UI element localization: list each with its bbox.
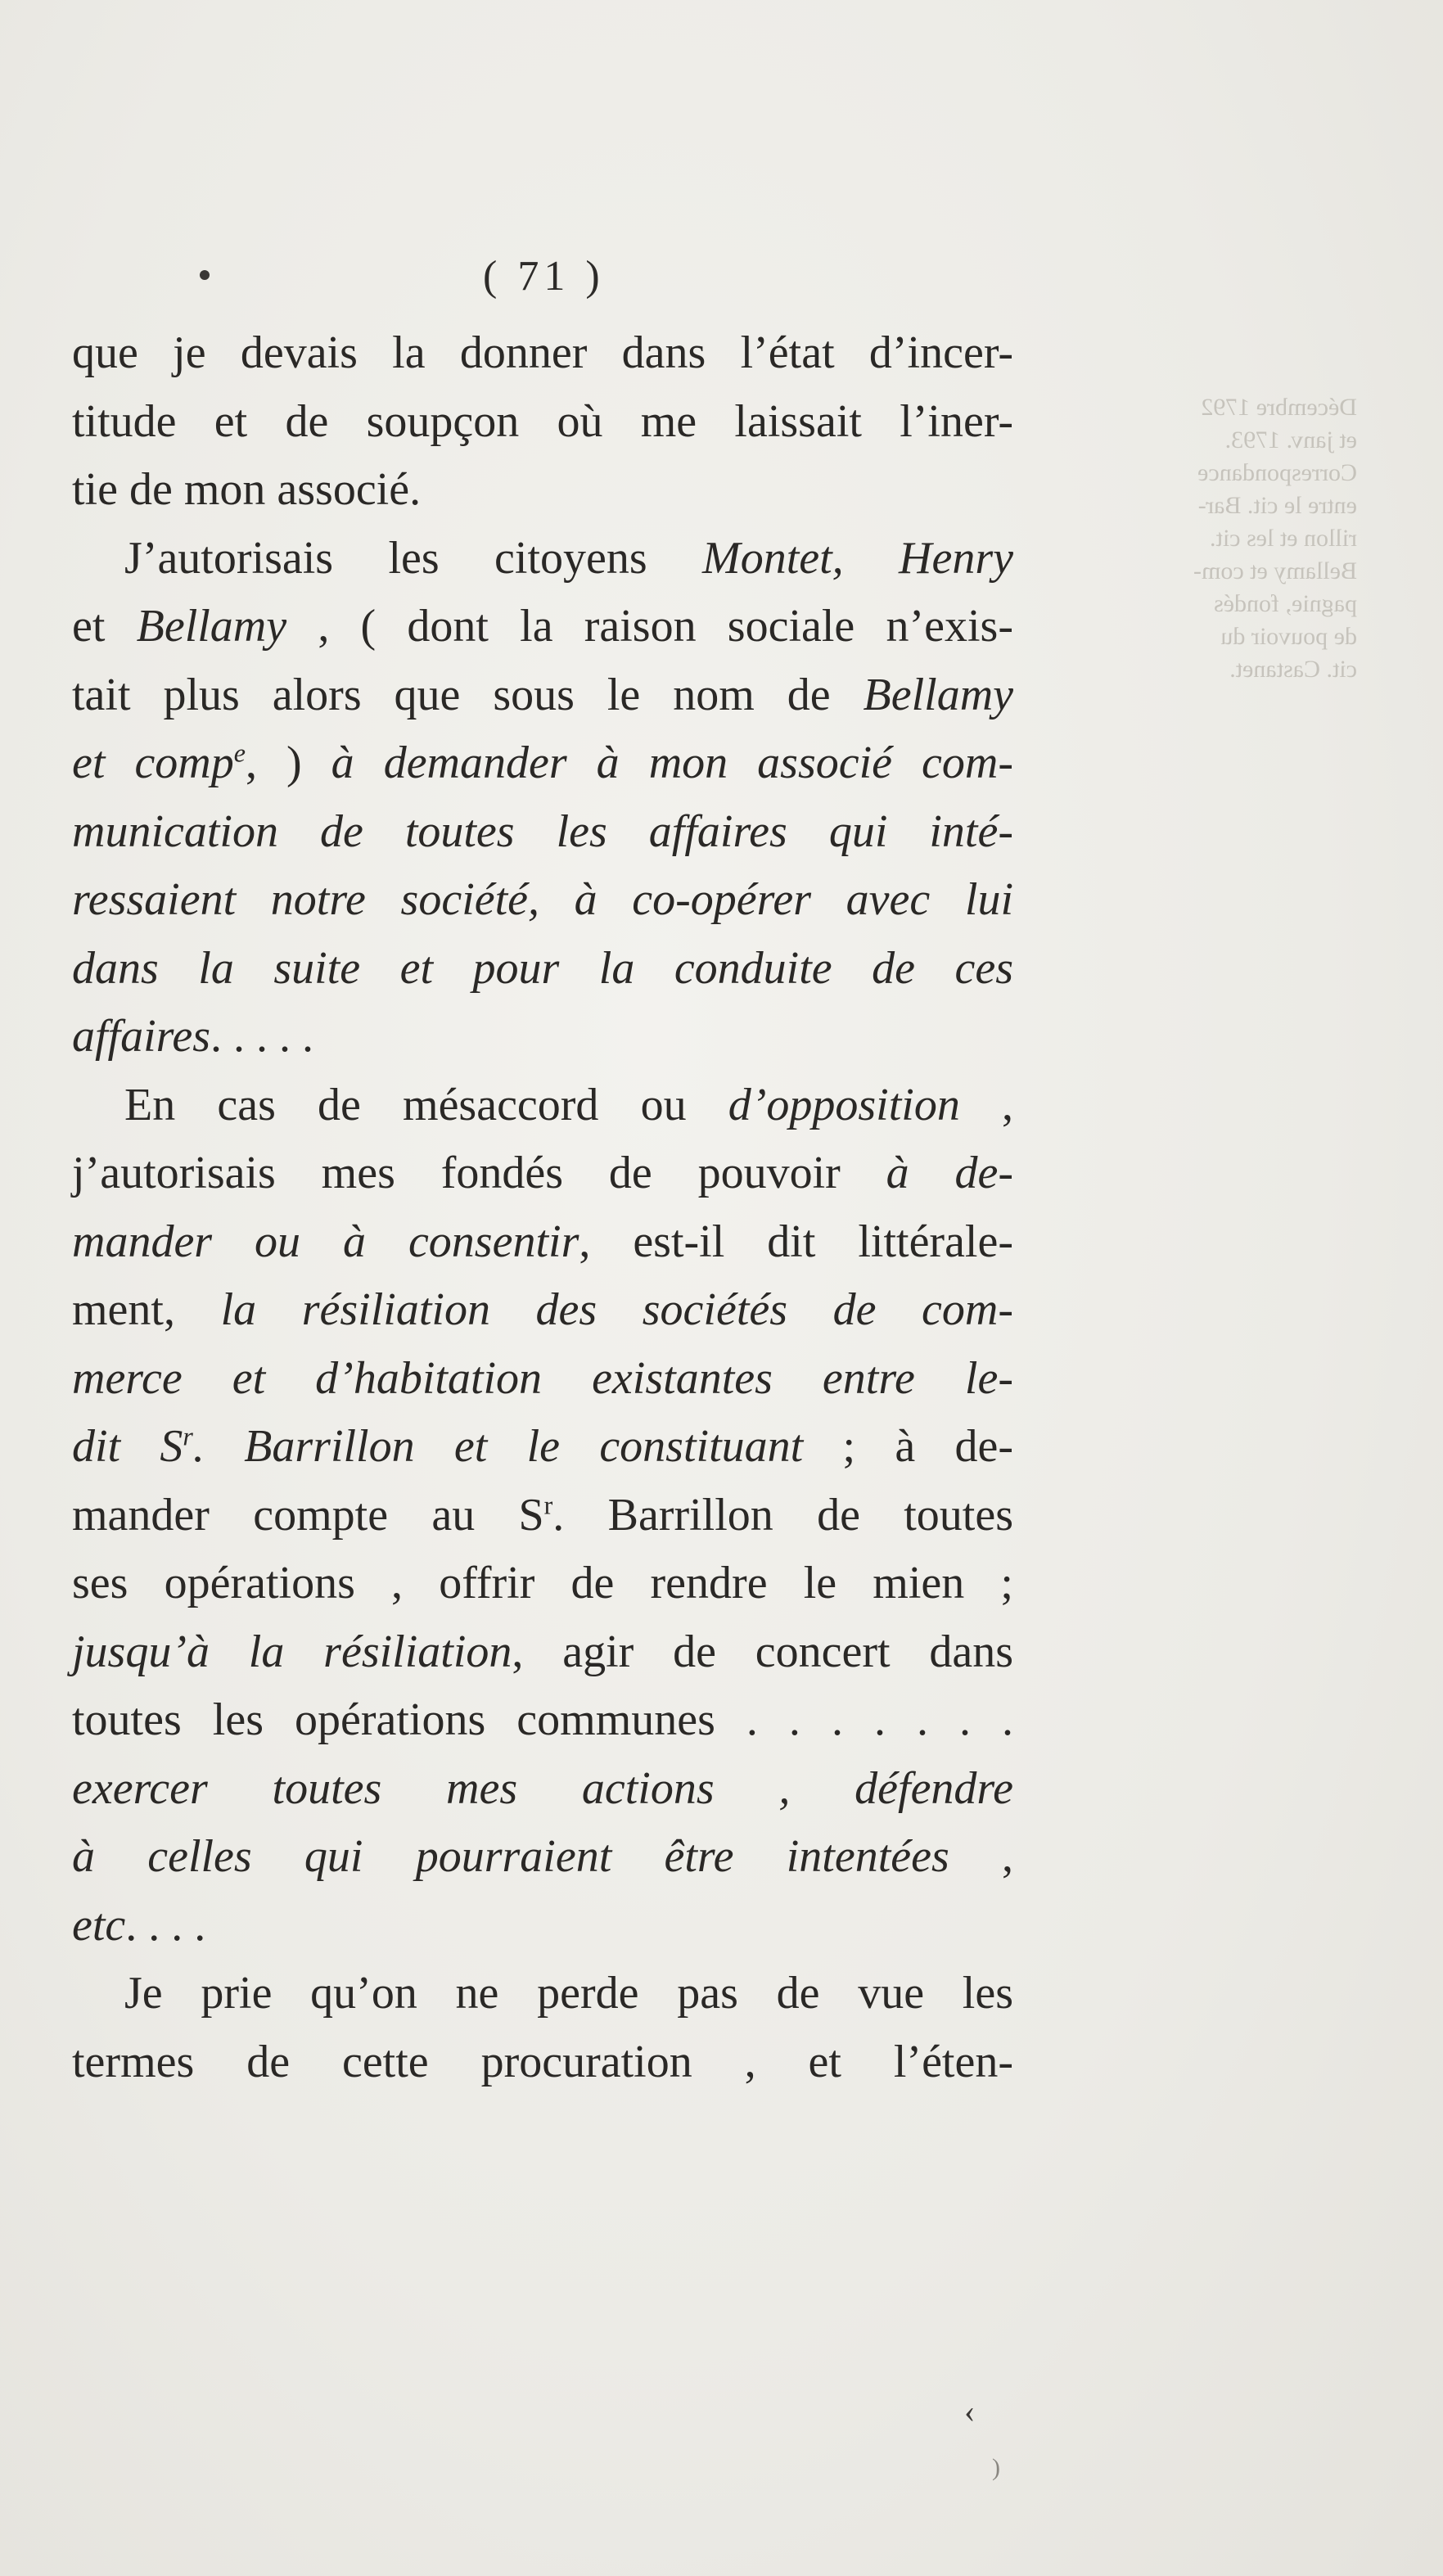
- text-segment: ; à de-: [803, 1421, 1013, 1472]
- text-line: [72, 593, 1013, 661]
- text-line: [72, 1208, 1013, 1277]
- text-line: [72, 729, 1013, 798]
- italic-text: dans la suite et pour la conduite de ces: [72, 942, 1013, 994]
- text-line: [72, 1482, 1013, 1550]
- bleed-line: de pouvoir du: [1220, 623, 1357, 650]
- text-segment: titude et de soupçon où me laissait l’iner-: [72, 395, 1013, 447]
- text-line: [72, 1276, 1013, 1345]
- text-segment: tait plus alors que sous le nom de: [72, 669, 864, 720]
- text-line: [72, 1139, 1013, 1208]
- text-line: [72, 1071, 1013, 1140]
- bleed-line: Bellamy et com-: [1193, 557, 1357, 584]
- bleed-line: pagnie, fondés: [1214, 590, 1357, 617]
- italic-text: munication de toutes les affaires qui inté-: [72, 805, 1013, 857]
- text-line: [72, 388, 1013, 457]
- text-segment: , ( dont la raison sociale n’exis-: [286, 601, 1013, 652]
- body-text: [72, 319, 1013, 2096]
- italic-text: ressaient notre société, à co-opérer avec lui: [72, 874, 1013, 925]
- italic-text: à celles qui pourraient être intentées: [72, 1831, 949, 1882]
- text-line: [72, 935, 1013, 1004]
- text-line: [72, 1892, 1013, 1960]
- text-segment: J’autorisais les citoyens: [124, 532, 703, 584]
- text-segment: , ): [245, 738, 331, 788]
- text-line: [72, 2028, 1013, 2097]
- text-segment: termes de cette procuration , et l’éten-: [72, 2036, 1013, 2087]
- text-segment: ment,: [72, 1284, 221, 1335]
- text-line: [72, 525, 1013, 593]
- superscript: e: [233, 738, 246, 768]
- bleed-line: rillon et les cit.: [1210, 525, 1357, 552]
- italic-text: la résiliation des sociétés de com-: [220, 1284, 1013, 1335]
- superscript: r: [543, 1489, 553, 1519]
- text-segment: . . . .: [125, 1899, 206, 1951]
- text-line: [72, 1345, 1013, 1414]
- italic-text: d’opposition: [728, 1079, 960, 1130]
- text-segment: ,: [959, 1079, 1013, 1130]
- italic-text: affaires: [72, 1011, 211, 1062]
- text-line: [72, 1960, 1013, 2028]
- text-segment: , est-il dit littérale-: [579, 1216, 1013, 1267]
- bleed-line: entre le cit. Bar-: [1197, 492, 1357, 519]
- text-line: [72, 1413, 1013, 1482]
- text-segment: toutes les opérations communes . . . . . . .: [72, 1694, 1013, 1745]
- italic-text: exercer toutes mes actions , défendre: [72, 1762, 1013, 1814]
- ink-mark-paren: ): [992, 2454, 1000, 2481]
- superscript: r: [183, 1421, 193, 1451]
- text-line: [72, 1823, 1013, 1892]
- italic-text: merce et d’habitation existantes entre le-: [72, 1352, 1013, 1404]
- text-line: [72, 866, 1013, 935]
- text-line: [72, 1686, 1013, 1755]
- ink-dot: [200, 270, 210, 280]
- text-segment: ses opérations , offrir de rendre le mien ;: [72, 1558, 1013, 1608]
- bleed-line: Décembre 1792: [1201, 394, 1357, 421]
- text-line: [72, 1550, 1013, 1618]
- text-segment: que je devais la donner dans l’état d’incer-: [72, 327, 1013, 378]
- ink-mark: ‹: [964, 2393, 976, 2429]
- italic-text: etc: [72, 1899, 126, 1951]
- italic-text: mander ou à consentir: [72, 1216, 579, 1267]
- text-segment: ,: [949, 1831, 1013, 1882]
- text-line: [72, 798, 1013, 867]
- text-line: [72, 456, 1013, 525]
- italic-text: Bellamy: [136, 601, 287, 652]
- text-segment: . . . . .: [210, 1011, 314, 1062]
- bleed-line: cit. Castanet.: [1229, 656, 1357, 683]
- italic-text: Montet, Henry: [702, 532, 1013, 584]
- bleed-line: et janv. 1793.: [1224, 426, 1357, 453]
- text-segment: j’autorisais mes fondés de pouvoir: [72, 1148, 886, 1198]
- italic-text: jusqu’à la résiliation: [72, 1626, 512, 1677]
- bleed-line: Correspondance: [1197, 459, 1357, 486]
- text-line: [72, 661, 1013, 730]
- text-segment: mander compte au S: [72, 1489, 544, 1541]
- italic-text: à de-: [886, 1148, 1013, 1198]
- text-line: [72, 1003, 1013, 1071]
- page-header: [0, 246, 1443, 311]
- text-segment: tie de mon associé.: [72, 464, 422, 515]
- italic-text: Bellamy: [863, 669, 1013, 720]
- italic-text: et comp: [72, 738, 234, 788]
- text-line: [72, 319, 1013, 388]
- text-segment: et: [72, 601, 137, 652]
- text-segment: . Barrillon de toutes: [552, 1489, 1013, 1541]
- page-number: ( 71 ): [483, 253, 605, 300]
- italic-text: dit S: [72, 1421, 183, 1472]
- italic-text: . Barrillon et le constituant: [192, 1421, 804, 1472]
- italic-text: à demander à mon associé com-: [331, 738, 1014, 788]
- text-segment: En cas de mésaccord ou: [124, 1079, 728, 1130]
- text-line: [72, 1618, 1013, 1687]
- bleed-through-margin-note: [1038, 391, 1357, 686]
- text-segment: Je prie qu’on ne perde pas de vue les: [124, 1968, 1013, 2019]
- text-line: [72, 1755, 1013, 1824]
- text-segment: , agir de concert dans: [512, 1626, 1014, 1677]
